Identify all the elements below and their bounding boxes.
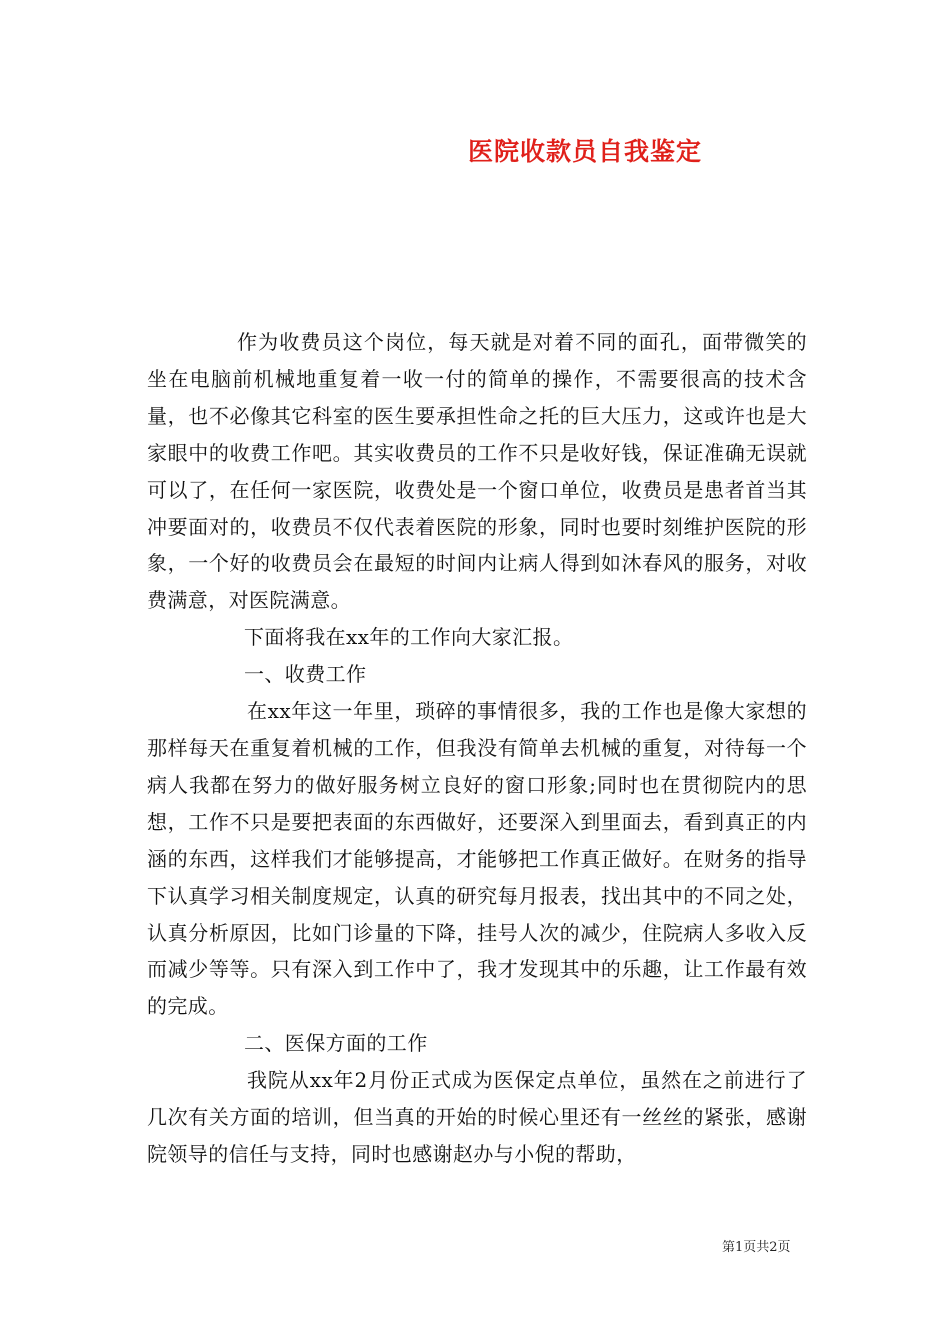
paragraph-intro: 作为收费员这个岗位，每天就是对着不同的面孔，面带微笑的坐在电脑前机械地重复着一收一付的简单的操作，不需要很高的技术含量，也不必像其它科室的医生要承担性命之托的巨大压力，这或许也是大家眼中的收费工作吧。其实收费员的工作不只是收好钱，保证准确无误就可以了，在任何一家医院，收费处是一个窗口单位，收费员是患者首当其冲要面对的，收费员不仅代表着医院的形象，同时也要时刻维护医院的形象，一个好的收费员会在最短的时间内让病人得到如沐春风的服务，对收费满意，对医院满意。	[147, 330, 807, 613]
paragraph-section-2: 我院从xx年2月份正式成为医保定点单位，虽然在之前进行了几次有关方面的培训，但当真的开始的时候心里还有一丝丝的紧张，感谢院领导的信任与支持，同时也感谢赵办与小倪的帮助，	[147, 1068, 807, 1166]
section-heading-2: 二、医保方面的工作	[244, 1031, 428, 1056]
page-number: 第1页共2页	[722, 1240, 791, 1255]
paragraph-section-1: 在xx年这一年里，琐碎的事情很多，我的工作也是像大家想的那样每天在重复着机械的工作，但我没有简单去机械的重复，对待每一个病人我都在努力的做好服务树立良好的窗口形象;同时也在贯彻院内的思想，工作不只是要把表面的东西做好，还要深入到里面去，看到真正的内涵的东西，这样我们才能够提高，才能够把工作真正做好。在财务的指导下认真学习相关制度规定，认真的研究每月报表，找出其中的不同之处，认真分析原因，比如门诊量的下降，挂号人次的减少，住院病人多收入反而减少等等。只有深入到工作中了，我才发现其中的乐趣，让工作最有效的完成。	[147, 699, 807, 1019]
section-heading-1: 一、收费工作	[244, 662, 367, 687]
document-body	[147, 324, 807, 1173]
paragraph-report-intro: 下面将我在xx年的工作向大家汇报。	[244, 625, 574, 650]
document-title: 医院收款员自我鉴定	[468, 137, 703, 166]
